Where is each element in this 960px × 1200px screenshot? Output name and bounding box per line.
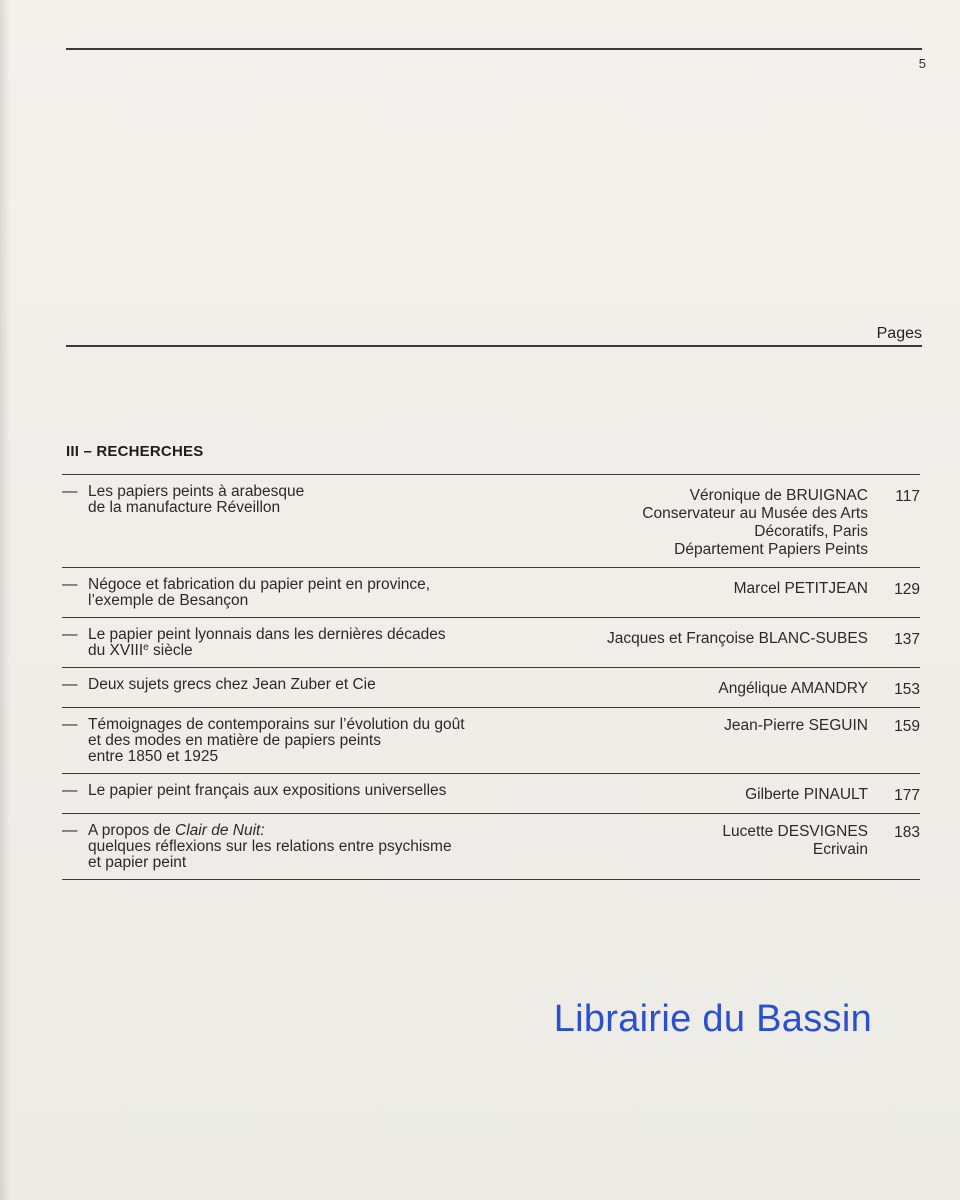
century-text: du XVIII — [88, 642, 144, 659]
pages-column-label: Pages — [876, 325, 922, 342]
entry-dash: — — [62, 626, 78, 643]
title-italic: Clair de Nuit — [175, 822, 261, 839]
entry-dash: — — [62, 822, 78, 839]
superscript-e: e — [143, 642, 149, 653]
entry-dash: — — [62, 576, 78, 593]
pages-rule — [66, 345, 922, 347]
entry-dash: — — [62, 782, 78, 799]
entry-title — [88, 783, 528, 805]
entry-author — [528, 487, 868, 559]
entry-author — [528, 580, 868, 609]
entry-author-line: Décoratifs, Paris — [754, 523, 868, 540]
title-colon: : — [260, 822, 265, 839]
toc-entry — [62, 567, 920, 617]
entry-title — [88, 823, 528, 871]
entry-author-line: Jean-Pierre SEGUIN — [724, 717, 868, 734]
entry-title — [88, 484, 528, 559]
entry-author — [528, 823, 868, 871]
toc-entry — [62, 813, 920, 880]
entry-page-number: 129 — [894, 581, 920, 598]
entry-dash: — — [62, 676, 78, 693]
entry-title — [88, 577, 528, 609]
toc-entry — [62, 773, 920, 813]
entry-title-line: Négoce et fabrication du papier peint en province, — [88, 576, 431, 593]
toc-entry — [62, 617, 920, 667]
table-of-contents — [62, 474, 920, 880]
entry-page-number: 183 — [894, 824, 920, 841]
entry-title — [88, 717, 528, 765]
entry-author-line: Lucette DESVIGNES — [722, 823, 868, 840]
entry-title-line: de la manufacture Réveillon — [88, 499, 281, 516]
entry-title-line — [88, 823, 528, 839]
entry-author-line: Marcel PETITJEAN — [733, 580, 868, 597]
entry-title-line: entre 1850 et 1925 — [88, 748, 219, 765]
seller-watermark: Librairie du Bassin — [553, 998, 872, 1040]
page-edge-shadow — [0, 0, 10, 1200]
entry-page-number: 159 — [894, 718, 920, 735]
title-prefix: A propos de — [88, 822, 176, 839]
entry-title-line: Deux sujets grecs chez Jean Zuber et Cie — [88, 676, 376, 693]
entry-dash: — — [62, 483, 78, 500]
entry-author — [528, 717, 868, 765]
entry-author-line: Département Papiers Peints — [674, 541, 868, 558]
entry-title-line: Les papiers peints à arabesque — [88, 483, 305, 500]
entry-title — [88, 627, 528, 659]
entry-title-line: quelques réflexions sur les relations entre psychisme — [88, 838, 452, 855]
entry-author-line: Jacques et Françoise BLANC-SUBES — [606, 630, 868, 647]
entry-page-number: 177 — [894, 787, 920, 804]
entry-title-line: l’exemple de Besançon — [88, 592, 249, 609]
entry-author — [528, 680, 868, 699]
toc-entry — [62, 667, 920, 707]
entry-title — [88, 677, 528, 699]
entry-title-line: Témoignages de contemporains sur l’évolution du goût — [88, 716, 465, 733]
entry-dash: — — [62, 716, 78, 733]
entry-title-line: Le papier peint lyonnais dans les dernières décades — [88, 626, 446, 643]
entry-page-number: 137 — [894, 631, 920, 648]
entry-author-line: Angélique AMANDRY — [718, 680, 868, 697]
entry-author-line: Ecrivain — [812, 841, 868, 858]
entry-title-line: et papier peint — [88, 854, 187, 871]
entry-title-line: Le papier peint français aux expositions universelles — [88, 782, 447, 799]
section-title: III – RECHERCHES — [66, 443, 204, 460]
entry-page-number: 153 — [894, 681, 920, 698]
page-number: 5 — [918, 56, 926, 71]
top-rule — [66, 48, 922, 50]
entry-author-line: Véronique de BRUIGNAC — [689, 487, 868, 504]
toc-entry — [62, 707, 920, 773]
toc-entry — [62, 474, 920, 567]
entry-author-line: Gilberte PINAULT — [745, 786, 868, 803]
entry-author — [528, 786, 868, 805]
entry-author-line: Conservateur au Musée des Arts — [642, 505, 868, 522]
entry-title-line — [88, 643, 528, 659]
entry-page-number: 117 — [895, 488, 920, 505]
entry-author — [528, 630, 868, 659]
entry-title-line: et des modes en matière de papiers peints — [88, 732, 381, 749]
century-suffix: siècle — [148, 642, 193, 659]
